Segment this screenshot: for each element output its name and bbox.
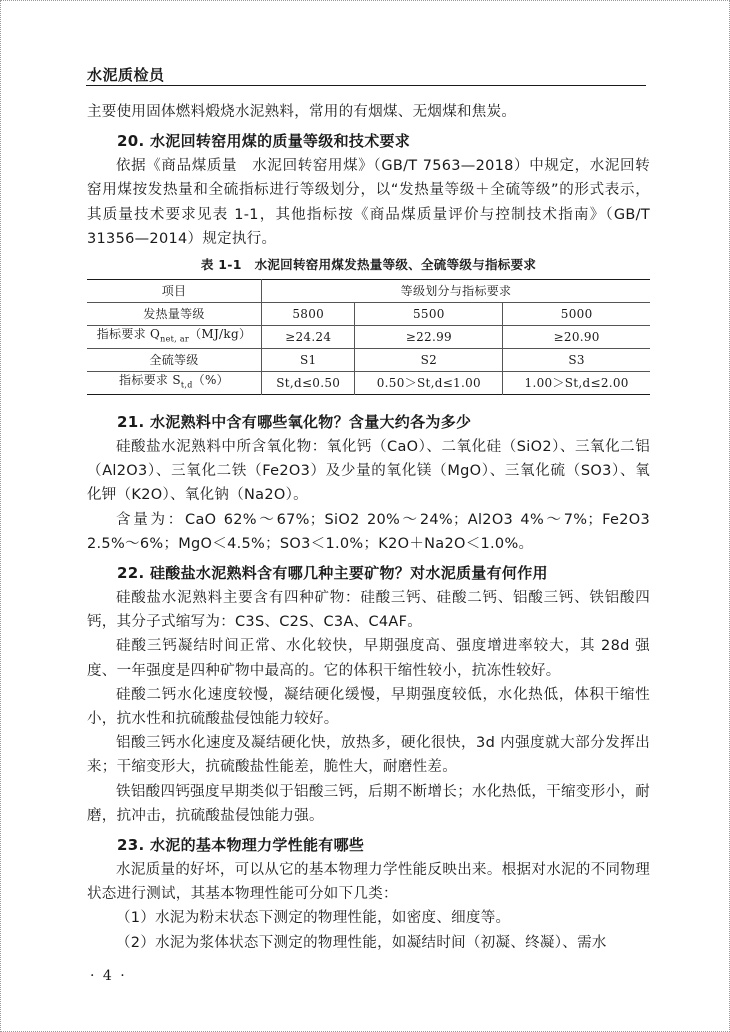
- table-cell: 1.00＞St,d≤2.00: [503, 372, 650, 395]
- header-rule: [86, 85, 646, 86]
- q23-list-item-2: （2）水泥为浆体状态下测定的物理性能，如凝结时间（初凝、终凝）、需水: [116, 934, 607, 951]
- q22-heading: 22. 硅酸盐水泥熟料含有哪几种主要矿物？对水泥质量有何作用: [117, 564, 548, 583]
- table-caption: 表 1-1 水泥回转窑用煤发热量等级、全硫等级与指标要求: [200, 257, 537, 273]
- row-label: 全硫等级: [87, 349, 262, 372]
- q22-paragraph-3: 硅酸二钙水化速度较慢，凝结硬化缓慢，早期强度较低，水化热低，体积干缩性小，抗水性和抗硫酸盐侵蚀能力较好。: [87, 686, 650, 728]
- table-row: [87, 372, 650, 395]
- table-cell: 5000: [503, 303, 650, 326]
- table-header-row: [87, 280, 650, 303]
- q22-paragraph-5: 铁铝酸四钙强度早期类似于铝酸三钙，后期不断增长；水化热低，干缩变形小，耐磨，抗冲击，抗硫酸盐侵蚀能力强。: [87, 783, 650, 824]
- q20-paragraph: 依据《商品煤质量 水泥回转窑用煤》（GB/T 7563—2018）中规定，水泥回转窑用煤按发热量和全硫指标进行等级划分，以“发热量等级＋全硫等级”的形式表示，其质量技术要求见表 1-1，其他指标按《商品煤质量评价与控制技术指南》（GB/T 31356—2014）规定执行。: [87, 158, 650, 247]
- q23-paragraph-1: 水泥质量的好坏，可以从它的基本物理力学性能反映出来。根据对水泥的不同物理状态进行测试，其基本物理性能可分如下几类：: [87, 862, 650, 903]
- table-row: [87, 326, 650, 349]
- q22-paragraph-1: 硅酸盐水泥熟料主要含有四种矿物：硅酸三钙、硅酸二钙、铝酸三钙、铁铝酸四钙，其分子式缩写为：C3S、C2S、C3A、C4AF。: [87, 590, 650, 631]
- table-row: [87, 349, 650, 372]
- q23-list-item-1: （1）水泥为粉末状态下测定的物理性能，如密度、细度等。: [116, 910, 511, 927]
- table-head-grade: 等级划分与指标要求: [262, 280, 651, 303]
- row-label: 指标要求 $S_{t,d}(\%)$: [87, 372, 262, 395]
- page-number: · 4 ·: [90, 968, 127, 984]
- q22-paragraph-4: 铝酸三钙水化速度及凝结硬化快，放热多，硬化很快，3d 内强度就大部分发挥出来；干缩变形大，抗硫酸盐性能差，脆性大，耐磨性差。: [87, 735, 650, 776]
- q21-paragraph-1: 硅酸盐水泥熟料中所含氧化物：氧化钙（CaO）、二氧化硅（SiO2）、三氧化二铝（Al2O3）、三氧化二铁（Fe2O3）及少量的氧化镁（MgO）、三氧化硫（SO3）、氧化钾（K2O）、氧化钠（Na2O）。: [87, 439, 650, 504]
- page-body: [87, 100, 650, 955]
- intro-paragraph: 主要使用固体燃料煅烧水泥熟料，常用的有烟煤、无烟煤和焦炭。: [87, 104, 517, 120]
- table-cell: ≥24.24: [262, 326, 355, 349]
- table-cell: 0.50＞St,d≤1.00: [355, 372, 503, 395]
- table-cell: 5800: [262, 303, 355, 326]
- table-cell: 5500: [355, 303, 503, 326]
- q22-paragraph-2: 硅酸三钙凝结时间正常、水化较快，早期强度高、强度增进率较大，其 28d 强度、一年强度是四种矿物中最高的。它的体积干缩性较小，抗冻性较好。: [87, 638, 650, 679]
- row-label: 发热量等级: [87, 303, 262, 326]
- table-head-item: 项目: [87, 280, 262, 303]
- q21-heading: 21. 水泥熟料中含有哪些氧化物？含量大约各为多少: [117, 413, 472, 432]
- table-cell: ≥22.99: [355, 326, 503, 349]
- table-cell: S2: [355, 349, 503, 372]
- table-row: [87, 303, 650, 326]
- table-cell: S3: [503, 349, 650, 372]
- row-label: 指标要求 $Q_{net, ar}(MJ/kg)$: [87, 326, 262, 349]
- q23-heading: 23. 水泥的基本物理力学性能有哪些: [117, 836, 365, 855]
- table-cell: S1: [262, 349, 355, 372]
- q20-heading: 20. 水泥回转窑用煤的质量等级和技术要求: [117, 132, 411, 151]
- table-cell: St,d≤0.50: [262, 372, 355, 395]
- q21-paragraph-2: 含量为：CaO 62%～67%；SiO2 20%～24%；Al2O3 4%～7%；Fe2O3 2.5%～6%；MgO＜4.5%；SO3＜1.0%；K2O＋Na2O＜1.0%。: [87, 511, 650, 552]
- coal-spec-table: [87, 279, 650, 395]
- running-title: 水泥质检员: [87, 66, 165, 84]
- table-cell: ≥20.90: [503, 326, 650, 349]
